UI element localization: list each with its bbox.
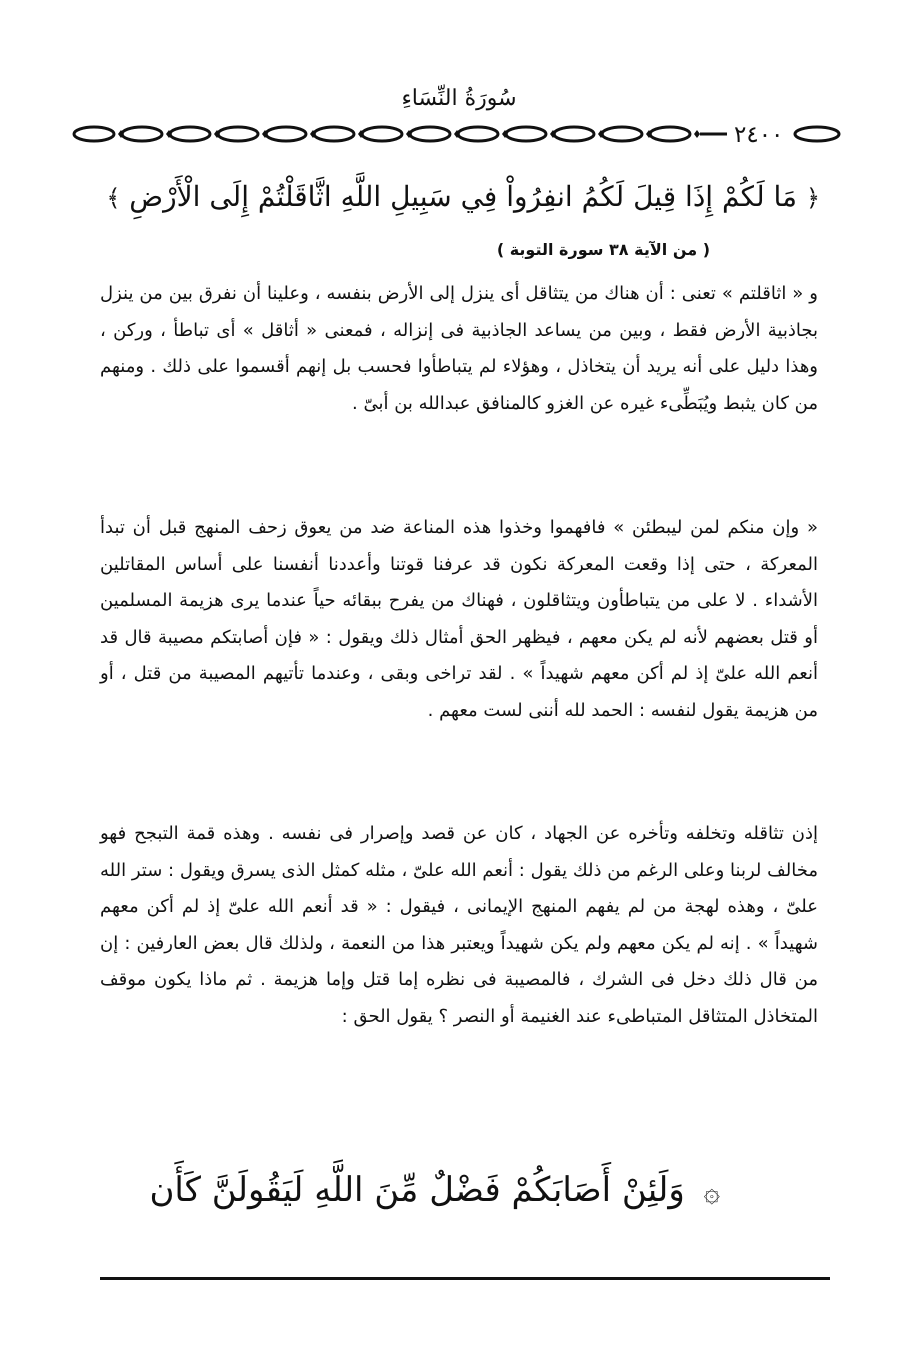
verse-open-mark: ﴿ [805, 184, 820, 212]
verse-source-reference: ( من الآية ٣٨ سورة التوبة ) [496, 240, 710, 259]
quran-verse-bottom [149, 1170, 720, 1210]
paragraph-3: إذن تثاقله وتخلفه وتأخره عن الجهاد ، كان عن قصد وإصرار فى نفسه . وهذه قمة التبجح فهو مخالف لربنا وعلى الرغم من ذلك يقول : أنعم الله علىّ ، مثله كمثل الذى يسرق ويقول : ستر الله علىّ ، وهذه لهجة من لم يفهم المنهج الإيمانى ، فيقول : « قد أنعم الله علىّ إذ لم أكن معهم شهيداً » . إنه لم يكن معهم ولم يكن شهيداً ويعتبر هذا من النعمة ، ولذلك قال بعض العارفين : إن من قال ذلك دخل فى الشرك ، فالمصيبة فى نظره إما قتل وإما هزيمة . ثم ماذا يكون موقف المتخاذل المتثاقل المتباطىء عند الغنيمة أو النصر ؟ يقول الحق : [100, 823, 818, 1027]
quran-verse-top [106, 180, 820, 213]
header-chain-ornament [72, 118, 844, 154]
verse-ornament-icon: ۞ [703, 1175, 720, 1208]
verse-top-text: مَا لَكُمْ إِذَا قِيلَ لَكُمُ انفِرُواْ فِي سَبِيلِ اللَّهِ اثَّاقَلْتُمْ إِلَى الْأَرْضِ [129, 180, 798, 213]
paragraph-1: و « اثاقلتم » تعنى : أن هناك من يتثاقل أى ينزل إلى الأرض بنفسه ، وعلينا أن نفرق بين من ينزل بجاذبية الأرض فقط ، وبين من يساعد الجاذبية فى إنزاله ، فمعنى « أثاقل » أى تباطأ ، وركن ، وهذا دليل على أنه يريد أن يتخاذل ، وهؤلاء لم يتباطأوا فحسب بل إنهم أقسموا على ذلك . ومنهم من كان يثبط ويُبَطِّىء غيره عن الغزو كالمنافق عبدالله بن أبىّ . [100, 283, 818, 414]
surah-name: سُورَةُ النِّسَاءِ [401, 86, 517, 111]
verse-bottom-text: وَلَئِنْ أَصَابَكُمْ فَضْلٌ مِّنَ اللَّهِ لَيَقُولَنَّ كَأَن [149, 1170, 685, 1210]
paragraph-2: « وإن منكم لمن ليبطئن » فافهموا وخذوا هذه المناعة ضد من يعوق زحف المنهج قبل أن تبدأ المعركة ، حتى إذا وقعت المعركة نكون قد عرفنا قوتنا وأعددنا أنفسنا على أساس المقاتلين الأشداء . لا على من يتباطأون ويتثاقلون ، فهناك من يفرح ببقائه حياً عندما يرى هزيمة المسلمين أو قتل بعضهم لأنه لم يكن معهم ، فيظهر الحق أمثال ذلك ويقول : « فإن أصابتكم مصيبة قال قد أنعم الله علىّ إذ لم أكن معهم شهيداً » . لقد تراخى وبقى ، وعندما تأتيهم المصيبة من قتل ، أو من هزيمة يقول لنفسه : الحمد لله أننى لست معهم . [100, 517, 818, 721]
verse-close-mark: ﴾ [106, 184, 121, 212]
page-number: ٢٤٠٠ [730, 122, 787, 148]
bottom-divider [100, 1277, 830, 1280]
